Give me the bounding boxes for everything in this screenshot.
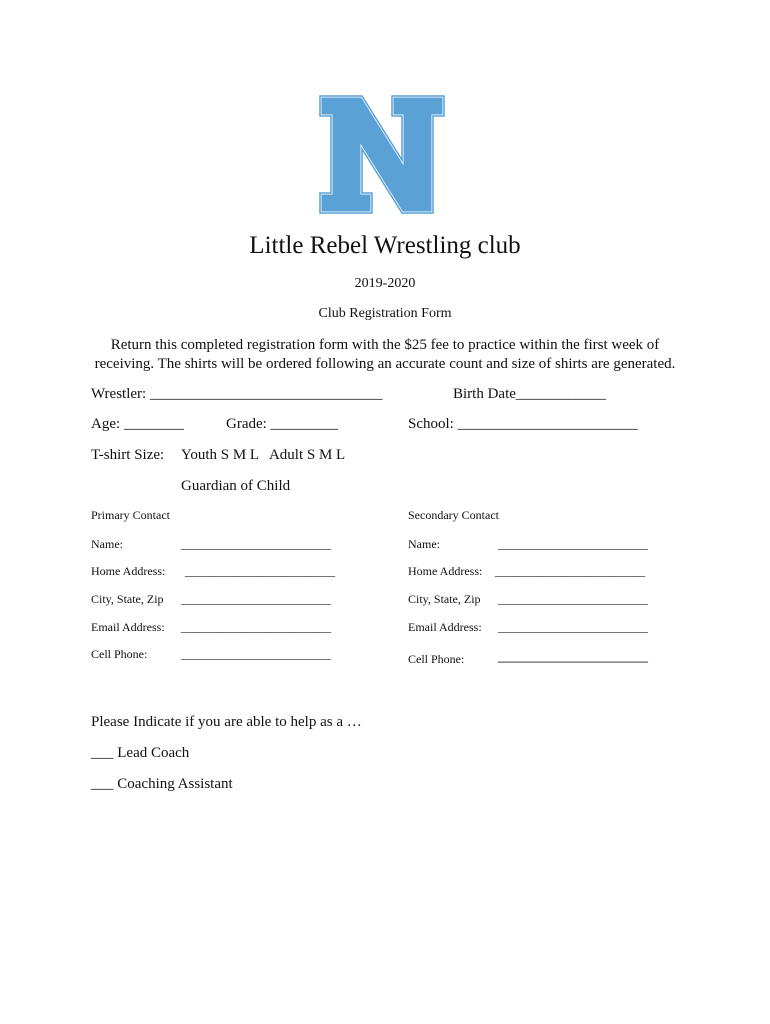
secondary-cell-field[interactable]: _________________________ (498, 650, 648, 664)
secondary-name-field[interactable]: _________________________ (498, 537, 648, 551)
secondary-name-label: Name: (408, 537, 440, 551)
grade-field[interactable]: Grade: _________ (226, 416, 339, 432)
tshirt-size-label: T-shirt Size: (91, 447, 165, 463)
primary-email-label: Email Address: (91, 620, 165, 634)
secondary-city-label: City, State, Zip (408, 592, 481, 606)
secondary-address-field[interactable]: _________________________ (495, 564, 645, 578)
secondary-address-label: Home Address: (408, 564, 483, 578)
primary-email-field[interactable]: _________________________ (181, 620, 331, 634)
secondary-email-field[interactable]: _________________________ (498, 620, 648, 634)
volunteer-prompt: Please Indicate if you are able to help as a … (91, 714, 362, 730)
birth-date-field[interactable]: Birth Date____________ (453, 386, 606, 402)
primary-name-field[interactable]: _________________________ (181, 537, 331, 551)
primary-cell-field[interactable]: _________________________ (181, 647, 331, 661)
guardian-heading: Guardian of Child (181, 478, 291, 494)
age-field[interactable]: Age: ________ (91, 416, 184, 432)
tshirt-size-options[interactable]: Youth S M L Adult S M L (181, 447, 346, 463)
primary-name-label: Name: (91, 537, 123, 551)
secondary-cell-label: Cell Phone: (408, 652, 465, 666)
form-subtitle: Club Registration Form (318, 306, 452, 321)
coaching-assistant-option[interactable]: ___ Coaching Assistant (91, 776, 233, 792)
secondary-city-field[interactable]: _________________________ (498, 592, 648, 606)
primary-contact-heading: Primary Contact (91, 508, 170, 522)
wrestler-name-field[interactable]: Wrestler: _______________________________ (91, 386, 383, 402)
primary-address-field[interactable]: _________________________ (185, 564, 335, 578)
primary-city-field[interactable]: _________________________ (181, 592, 331, 606)
primary-cell-label: Cell Phone: (91, 647, 148, 661)
primary-city-label: City, State, Zip (91, 592, 164, 606)
form-title: Little Rebel Wrestling club (249, 232, 521, 259)
season-years: 2019-2020 (354, 276, 416, 291)
primary-address-label: Home Address: (91, 564, 166, 578)
lead-coach-option[interactable]: ___ Lead Coach (91, 745, 190, 761)
instructions-paragraph: Return this completed registration form with the $25 fee to practice within the first week of receiving. The shirts will be ordered following an accurate count and size of shirts are generated. (94, 337, 676, 372)
school-n-logo (318, 94, 446, 215)
secondary-contact-heading: Secondary Contact (408, 508, 499, 522)
secondary-email-label: Email Address: (408, 620, 482, 634)
school-field[interactable]: School: ________________________ (408, 416, 638, 432)
